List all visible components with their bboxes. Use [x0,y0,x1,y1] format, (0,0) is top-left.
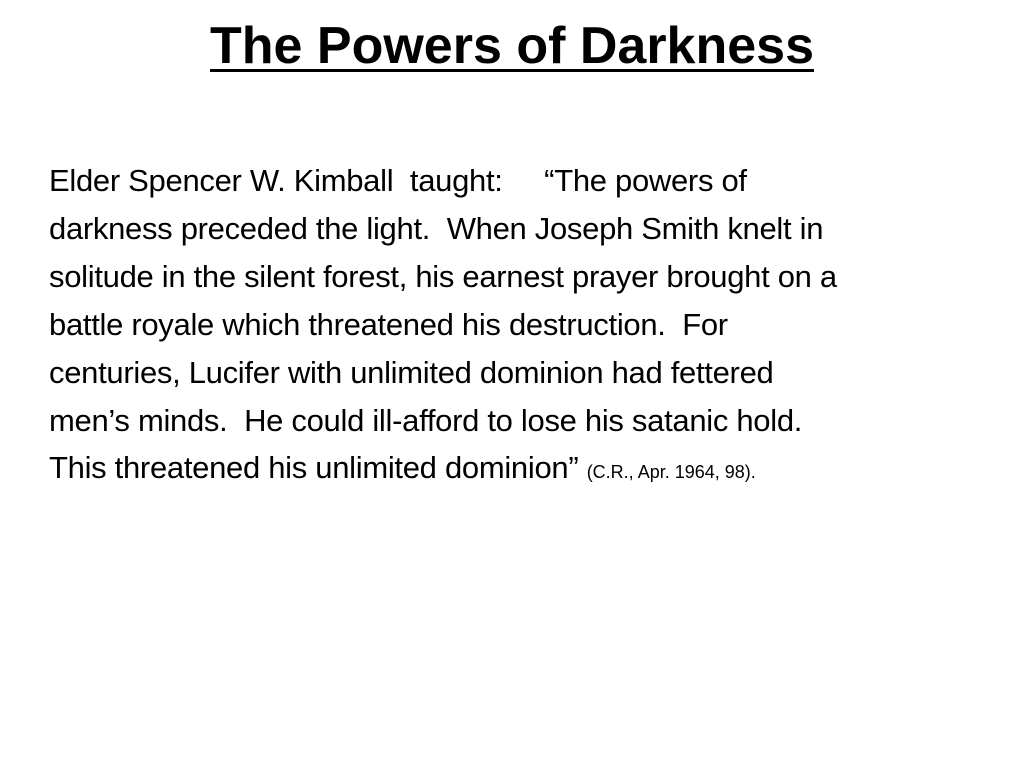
quote-line-1: Elder Spencer W. Kimball taught: “The powers of [49,163,747,198]
quote-line-6: men’s minds. He could ill-afford to lose his satanic hold. [49,402,803,438]
quote-line-7 [49,444,1009,497]
quote-line-5: centuries, Lucifer with unlimited dominion had fettered [49,354,774,390]
quote-line-3: solitude in the silent forest, his earnest prayer brought on a [49,258,837,294]
citation: (C.R., Apr. 1964, 98). [586,462,756,483]
slide-title: The Powers of Darkness [210,17,814,75]
quote-line-2: darkness preceded the light. When Joseph Smith knelt in [49,210,824,246]
quote-line-4: battle royale which threatened his destruction. For [49,306,728,342]
quote-paragraph [49,157,1009,497]
quote-line-7-text: This threatened his unlimited dominion” [49,450,587,486]
